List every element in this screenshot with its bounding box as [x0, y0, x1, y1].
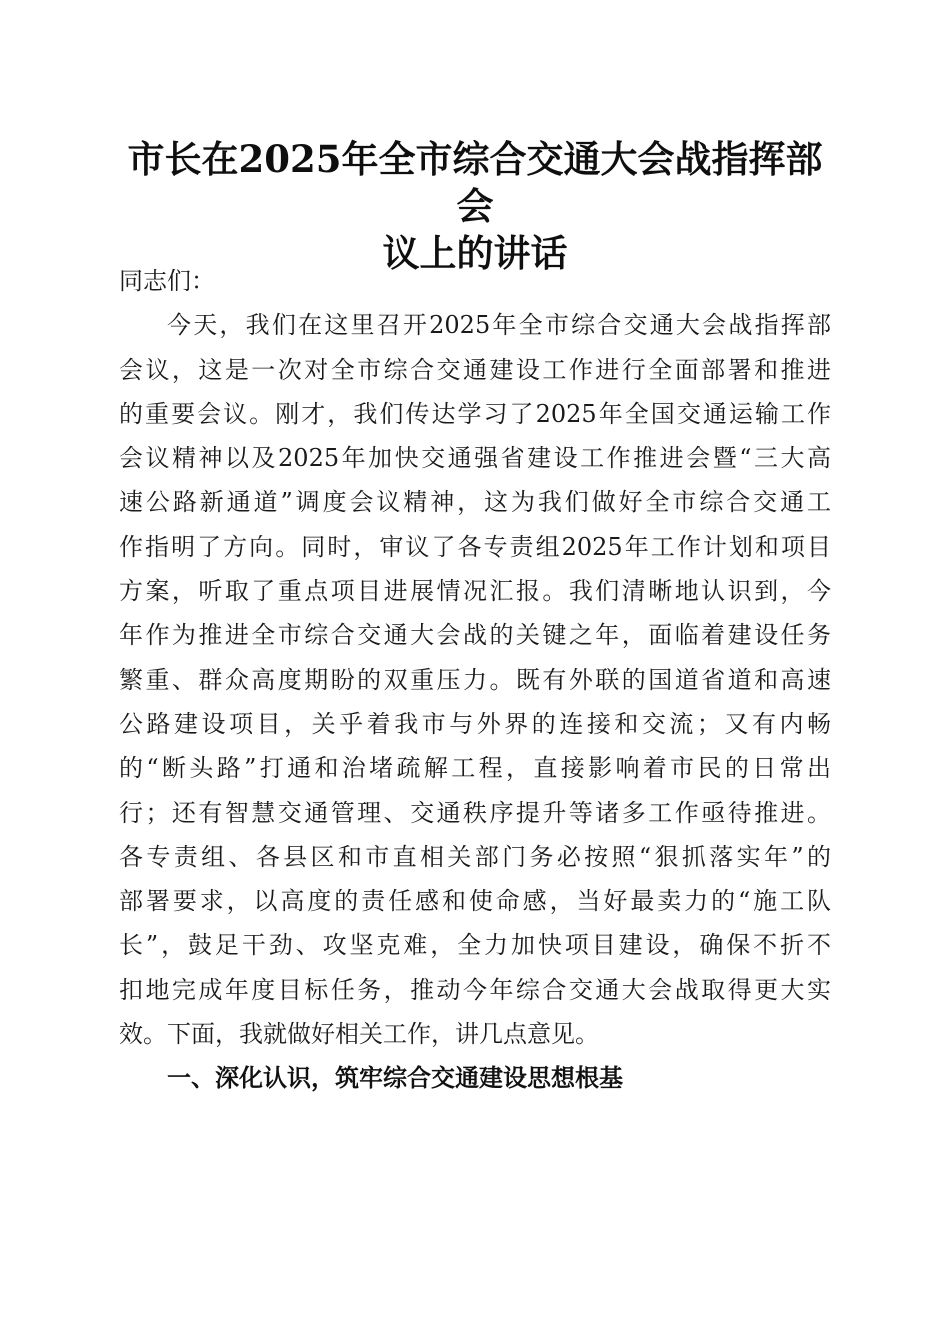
paragraph-line: 部署要求，以高度的责任感和使命感，当好最卖力的“施工队	[119, 887, 831, 916]
paragraph-line: 的重要会议。刚才，我们传达学习了2025年全国交通运输工作	[119, 399, 831, 428]
document-title	[110, 136, 840, 277]
paragraph-1	[119, 303, 831, 1056]
paragraph-line: 繁重、群众高度期盼的双重压力。既有外联的国道省道和高速	[119, 665, 831, 694]
paragraph-line: 效。下面，我就做好相关工作，讲几点意见。	[119, 1020, 599, 1049]
salutation: 同志们：	[119, 267, 215, 295]
paragraph-line: 会议，这是一次对全市综合交通建设工作进行全面部署和推进	[119, 355, 831, 384]
paragraph-line: 速公路新通道”调度会议精神，这为我们做好全市综合交通工	[119, 488, 831, 517]
title-line-2: 议上的讲话	[382, 231, 568, 275]
section-heading-1: 一、深化认识，筑牢综合交通建设思想根基	[167, 1064, 623, 1093]
paragraph-line: 的“断头路”打通和治堵疏解工程，直接影响着市民的日常出	[119, 754, 831, 783]
paragraph-line: 今天，我们在这里召开2025年全市综合交通大会战指挥部	[167, 311, 831, 340]
paragraph-line: 公路建设项目，关乎着我市与外界的连接和交流；又有内畅	[119, 709, 831, 738]
paragraph-line: 作指明了方向。同时，审议了各专责组2025年工作计划和项目	[119, 532, 831, 561]
paragraph-line: 方案，听取了重点项目进展情况汇报。我们清晰地认识到，今	[119, 577, 831, 606]
paragraph-line: 会议精神以及2025年加快交通强省建设工作推进会暨“三大高	[119, 444, 831, 473]
paragraph-line: 扣地完成年度目标任务，推动今年综合交通大会战取得更大实	[119, 975, 831, 1004]
paragraph-line: 年作为推进全市综合交通大会战的关键之年，面临着建设任务	[119, 621, 831, 650]
document-body	[119, 259, 831, 1101]
paragraph-line: 长”，鼓足干劲、攻坚克难，全力加快项目建设，确保不折不	[119, 931, 831, 960]
paragraph-line: 行；还有智慧交通管理、交通秩序提升等诸多工作亟待推进。	[119, 798, 831, 827]
paragraph-line: 各专责组、各县区和市直相关部门务必按照“狠抓落实年”的	[119, 842, 831, 871]
title-line-1: 市长在2025年全市综合交通大会战指挥部会	[127, 137, 823, 228]
